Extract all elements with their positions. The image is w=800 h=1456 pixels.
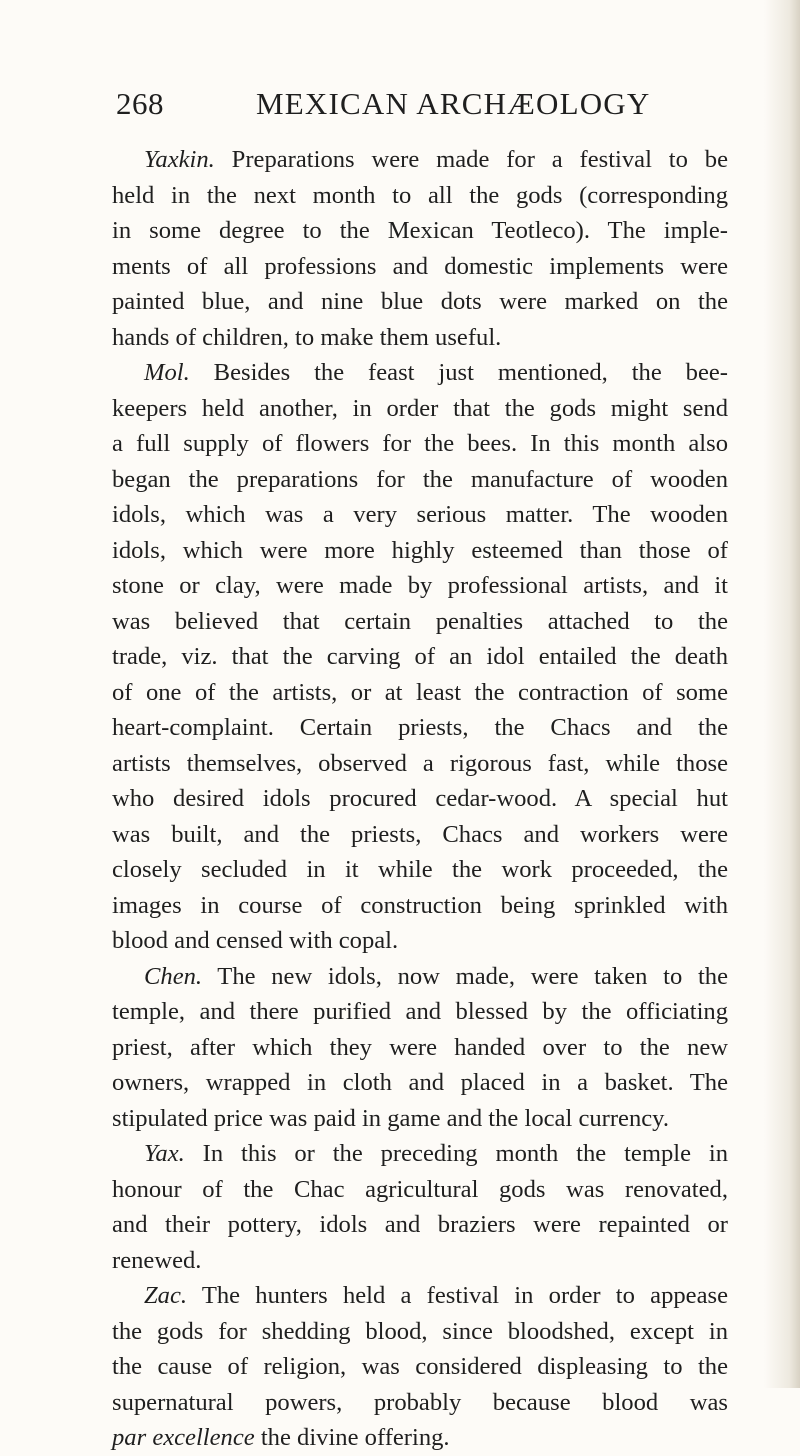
text-line: heart-complaint. Certain priests, the Chacs and the xyxy=(112,714,728,741)
text-line: owners, wrapped in cloth and placed in a basket. The xyxy=(112,1069,728,1096)
text-line: of one of the artists, or at least the contraction of some xyxy=(112,678,728,706)
text-line: honour of the Chac agricultural gods was renovated, xyxy=(112,1175,728,1203)
page-number: 268 xyxy=(116,86,164,121)
running-head xyxy=(116,86,676,126)
text-line xyxy=(112,355,728,391)
text-line xyxy=(112,1136,728,1172)
text-line: keepers held another, in order that the gods might send xyxy=(112,394,728,422)
text-line: images in course of construction being sprinkled with xyxy=(112,891,728,919)
text-line: hands of children, to make them useful. xyxy=(112,323,502,351)
month-name: Yax. xyxy=(144,1140,185,1167)
paragraph-yaxkin xyxy=(112,142,728,355)
line-text: In this or the preceding month the temple in xyxy=(184,1140,728,1167)
text-line: idols, which were more highly esteemed than those of xyxy=(112,536,728,564)
text-line: painted blue, and nine blue dots were marked on the xyxy=(112,288,728,315)
text-line: was built, and the priests, Chacs and workers were xyxy=(112,820,728,848)
running-title: MEXICAN ARCHÆOLOGY xyxy=(256,86,651,121)
line-text: Besides the feast just mentioned, the bee- xyxy=(189,359,728,386)
text-line: began the preparations for the manufacture of wooden xyxy=(112,465,728,493)
body-text xyxy=(112,142,728,1456)
line-text: the divine offering. xyxy=(254,1424,450,1451)
text-line: stone or clay, were made by professional artists, and it xyxy=(112,572,728,599)
text-line: renewed. xyxy=(112,1246,202,1274)
text-line: a full supply of flowers for the bees. In this month also xyxy=(112,430,728,457)
paragraph-zac xyxy=(112,1278,728,1456)
text-line xyxy=(112,142,728,178)
text-line xyxy=(112,1420,728,1456)
line-text: The new idols, now made, were taken to the xyxy=(202,962,728,990)
text-line: who desired idols procured cedar-wood. A special hut xyxy=(112,785,728,812)
text-line: was believed that certain penalties attached to the xyxy=(112,607,728,635)
text-line: the gods for shedding blood, since bloodshed, except in xyxy=(112,1317,728,1345)
text-line: closely secluded in it while the work proceeded, the xyxy=(112,856,728,883)
text-line: idols, which was a very serious matter. The wooden xyxy=(112,501,728,528)
text-line: stipulated price was paid in game and the local currency. xyxy=(112,1104,670,1132)
text-line: priest, after which they were handed over to the new xyxy=(112,1033,728,1061)
text-line xyxy=(112,959,728,995)
text-line: and their pottery, idols and braziers were repainted or xyxy=(112,1211,728,1238)
text-line: in some degree to the Mexican Teotleco). The imple- xyxy=(112,217,728,244)
month-name: Yaxkin. xyxy=(144,146,215,173)
paragraph-chen xyxy=(112,959,728,1137)
month-name: Mol. xyxy=(144,359,190,386)
line-text: Preparations were made for a festival to be xyxy=(214,146,728,173)
paragraph-yax xyxy=(112,1136,728,1278)
text-line: temple, and there purified and blessed by the officiating xyxy=(112,998,728,1025)
text-line xyxy=(112,1278,728,1314)
text-line: artists themselves, observed a rigorous fast, while those xyxy=(112,749,728,777)
month-name: Chen. xyxy=(144,962,203,990)
italic-phrase: par excellence xyxy=(112,1424,255,1451)
text-line: the cause of religion, was considered displeasing to the xyxy=(112,1353,728,1380)
paragraph-mol xyxy=(112,355,728,959)
text-line: trade, viz. that the carving of an idol entailed the death xyxy=(112,643,728,670)
month-name: Zac. xyxy=(144,1282,188,1309)
page-edge-shadow xyxy=(764,0,800,1388)
line-text: The hunters held a festival in order to appease xyxy=(187,1282,728,1309)
text-line: blood and censed with copal. xyxy=(112,927,399,954)
text-line: ments of all professions and domestic implements were xyxy=(112,252,728,280)
text-line: supernatural powers, probably because blood was xyxy=(112,1388,728,1416)
text-line: held in the next month to all the gods (corresponding xyxy=(112,181,728,209)
